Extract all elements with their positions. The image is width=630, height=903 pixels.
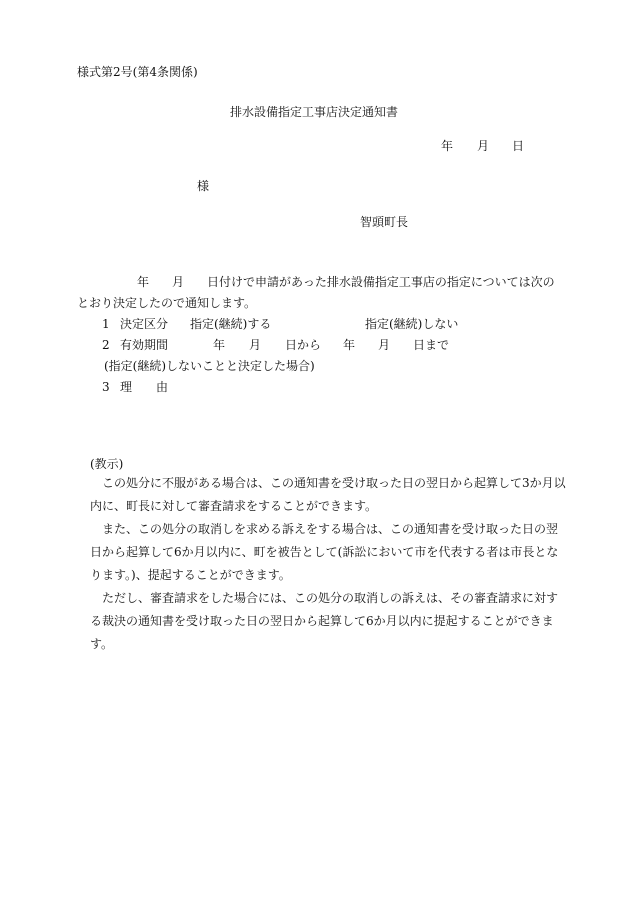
notice-p1-line2: 内に、町長に対して審査請求をすることができます。: [90, 499, 378, 513]
item1-option-not-designate: 指定(継続)しない: [365, 317, 459, 331]
intro-text-continued: とおり決定したので通知します。: [77, 296, 257, 310]
item3-number: 3: [102, 380, 110, 394]
item3-label-second: 由: [156, 380, 169, 394]
item2-start-year: 年: [213, 338, 226, 352]
date-day: 日: [512, 139, 525, 153]
addressee-suffix: 様: [197, 179, 210, 193]
item2-note: (指定(継続)しないことと決定した場合): [104, 359, 315, 373]
intro-month: 月: [172, 275, 185, 289]
item2-label: 有効期間: [120, 338, 169, 352]
item1-label: 決定区分: [120, 317, 169, 331]
item1-number: 1: [102, 317, 110, 331]
notice-p3-line1: ただし、審査請求をした場合には、この処分の取消しの訴えは、その審査請求に対す: [102, 591, 559, 605]
notice-p2-line2: 日から起算して6か月以内に、町を被告として(訴訟において市を代表する者は市長とな: [90, 545, 559, 559]
notice-paragraph-lawsuit: [90, 518, 559, 587]
notice-p3-line3: す。: [90, 637, 114, 651]
date-month: 月: [477, 139, 490, 153]
notice-p1-line1: この処分に不服がある場合は、この通知書を受け取った日の翌日から起算して3か月以: [102, 476, 566, 490]
notice-p2-line3: ります。)、提起することができます。: [90, 568, 291, 582]
notice-paragraph-review-request: [90, 472, 566, 518]
date-year: 年: [441, 139, 454, 153]
item2-end-year: 年: [343, 338, 356, 352]
document-title: 排水設備指定工事店決定通知書: [230, 105, 399, 119]
item3-label-first: 理: [120, 380, 133, 394]
intro-text: 日付けで申請があった排水設備指定工事店の指定については次の: [207, 275, 555, 289]
item2-end-month: 月: [378, 338, 391, 352]
item2-until: 日まで: [413, 338, 450, 352]
notice-p2-line1: また、この処分の取消しを求める訴えをする場合は、この通知書を受け取った日の翌: [102, 522, 559, 536]
item2-start-month: 月: [249, 338, 262, 352]
notice-paragraph-proviso: [90, 587, 559, 656]
item2-number: 2: [102, 338, 110, 352]
intro-year: 年: [137, 275, 150, 289]
form-label: 様式第2号(第4条関係): [77, 65, 198, 79]
notice-p3-line2: る裁決の通知書を受け取った日の翌日から起算して6か月以内に提起することができま: [90, 614, 554, 628]
item2-from: 日から: [285, 338, 322, 352]
item1-option-designate: 指定(継続)する: [190, 317, 272, 331]
issuer-name: 智頭町長: [360, 215, 409, 229]
notice-heading: (教示): [90, 457, 124, 471]
